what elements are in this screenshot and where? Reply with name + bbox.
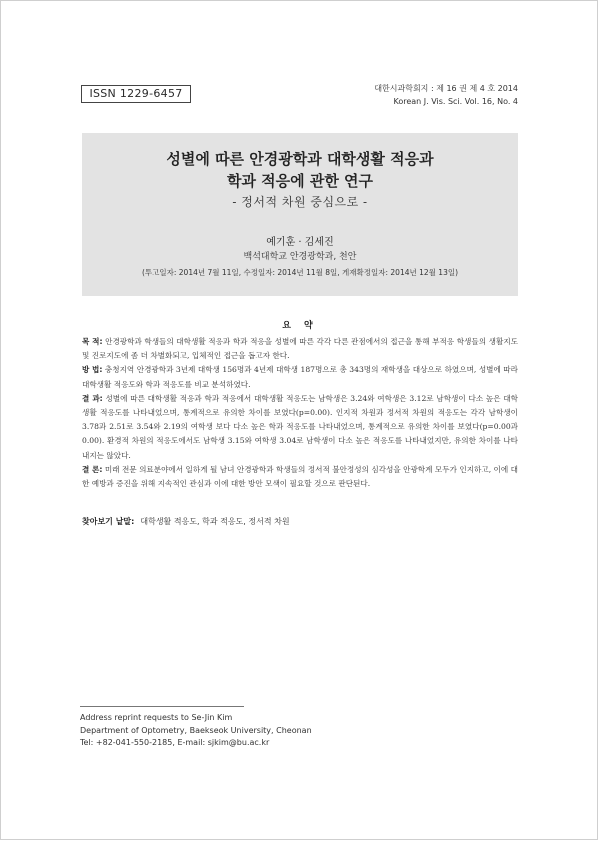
results-label: 결 과: [82,393,103,403]
conclusion-text: 미래 전문 의료분야에서 일하게 될 남녀 안경광학과 학생들의 정서적 불안정성의 심각성을 안광학계 모두가 인지하고, 이에 대한 예방과 증진을 위해 지속적인 관심과 이에 대한 방안 모색이 필요할 것으로 판단된다. [82,464,519,489]
keyword-item: 대학생활 적응도 [140,517,197,526]
abstract-method [82,363,518,391]
issn-box: ISSN 1229-6457 [81,85,191,103]
keywords [82,516,518,527]
authors: 예기훈 · 김세진 [266,237,334,248]
footnote-rule [80,706,244,707]
submission-dates: (투고일자: 2014년 7월 11일, 수정일자: 2014년 11월 8일, 게재확정일자: 2014년 12월 13일) [141,268,459,277]
abstract-results [82,392,518,463]
title-line-2: 학과 적응에 관한 연구 [226,172,374,190]
keyword-item: , 학과 적응도 [197,517,243,526]
footnote-line-2: Department of Optometry, Baekseok University, Cheonan [80,725,312,735]
journal-info [374,82,518,108]
abstract-body [82,335,518,491]
abstract-heading: 요 약 [282,321,318,331]
purpose-label: 목 적: [82,337,103,346]
title-banner [82,133,518,296]
abstract-purpose [82,335,518,363]
results-text: 성별에 따른 대학생활 적응과 학과 적응에서 대학생활 적응도는 남학생은 3.24와 여학생은 3.12로 남학생이 다소 높은 대학생활 적응도를 나타내었으며, 통계적으로 유의한 차이를 보였다(p=0.00). 인지적 차원과 정서적 차원의 적응도는 각각 남학생이 3.78과 2.51로 3.54와 2.19의 여학생 보다 다소 높은 학과 적응도를 나타내었으며, 통계적으로 유의한 차이를 보였다(p=0.00과 0.00). 환경적 차원의 적응도에서도 남학생 3.15와 여학생 3.04로 남학생이 다소 높은 적응도를 나타내었지만, 유의한 차이를 나타내지는 않았다. [82,393,518,460]
method-text: 충청지역 안경광학과 3년제 대학생 156명과 4년제 대학생 187명으로 총 343명의 재학생을 대상으로 하였으며, 성별에 따라 대학생활 적응도와 학과 적응도를 비교 분석하였다. [82,365,518,389]
purpose-text: 안경광학과 학생들의 대학생활 적응과 학과 적응을 성별에 따른 각각 다른 관점에서의 접근을 통해 부적응 학생들의 생활지도 및 진로지도에 좀 더 차별화되고, 입체적인 접근을 돕고자 한다. [82,337,518,361]
keyword-item: , 정서적 차원 [243,517,289,526]
correspondence-footnote [80,712,312,750]
affiliation: 백석대학교 안경광학과, 천안 [243,252,357,262]
abstract-conclusion [82,463,518,491]
keywords-label: 찾아보기 낱말: [82,517,135,526]
footnote-line-1: Address reprint requests to Se-Jin Kim [80,713,233,722]
journal-korean: 대한시과학회지 : 제 16 권 제 4 호 2014 [374,84,518,93]
conclusion-label: 결 론: [82,464,103,474]
method-label: 방 법: [82,365,103,375]
subtitle: - 정서적 차원 중심으로 - [232,195,368,209]
title-line-1: 성별에 따른 안경광학과 대학생활 적응과 [166,150,434,168]
footnote-line-3: Tel: +82-041-550-2185, E-mail: sjkim@bu.ac.kr [80,738,270,747]
journal-english: Korean J. Vis. Sci. Vol. 16, No. 4 [393,97,518,106]
